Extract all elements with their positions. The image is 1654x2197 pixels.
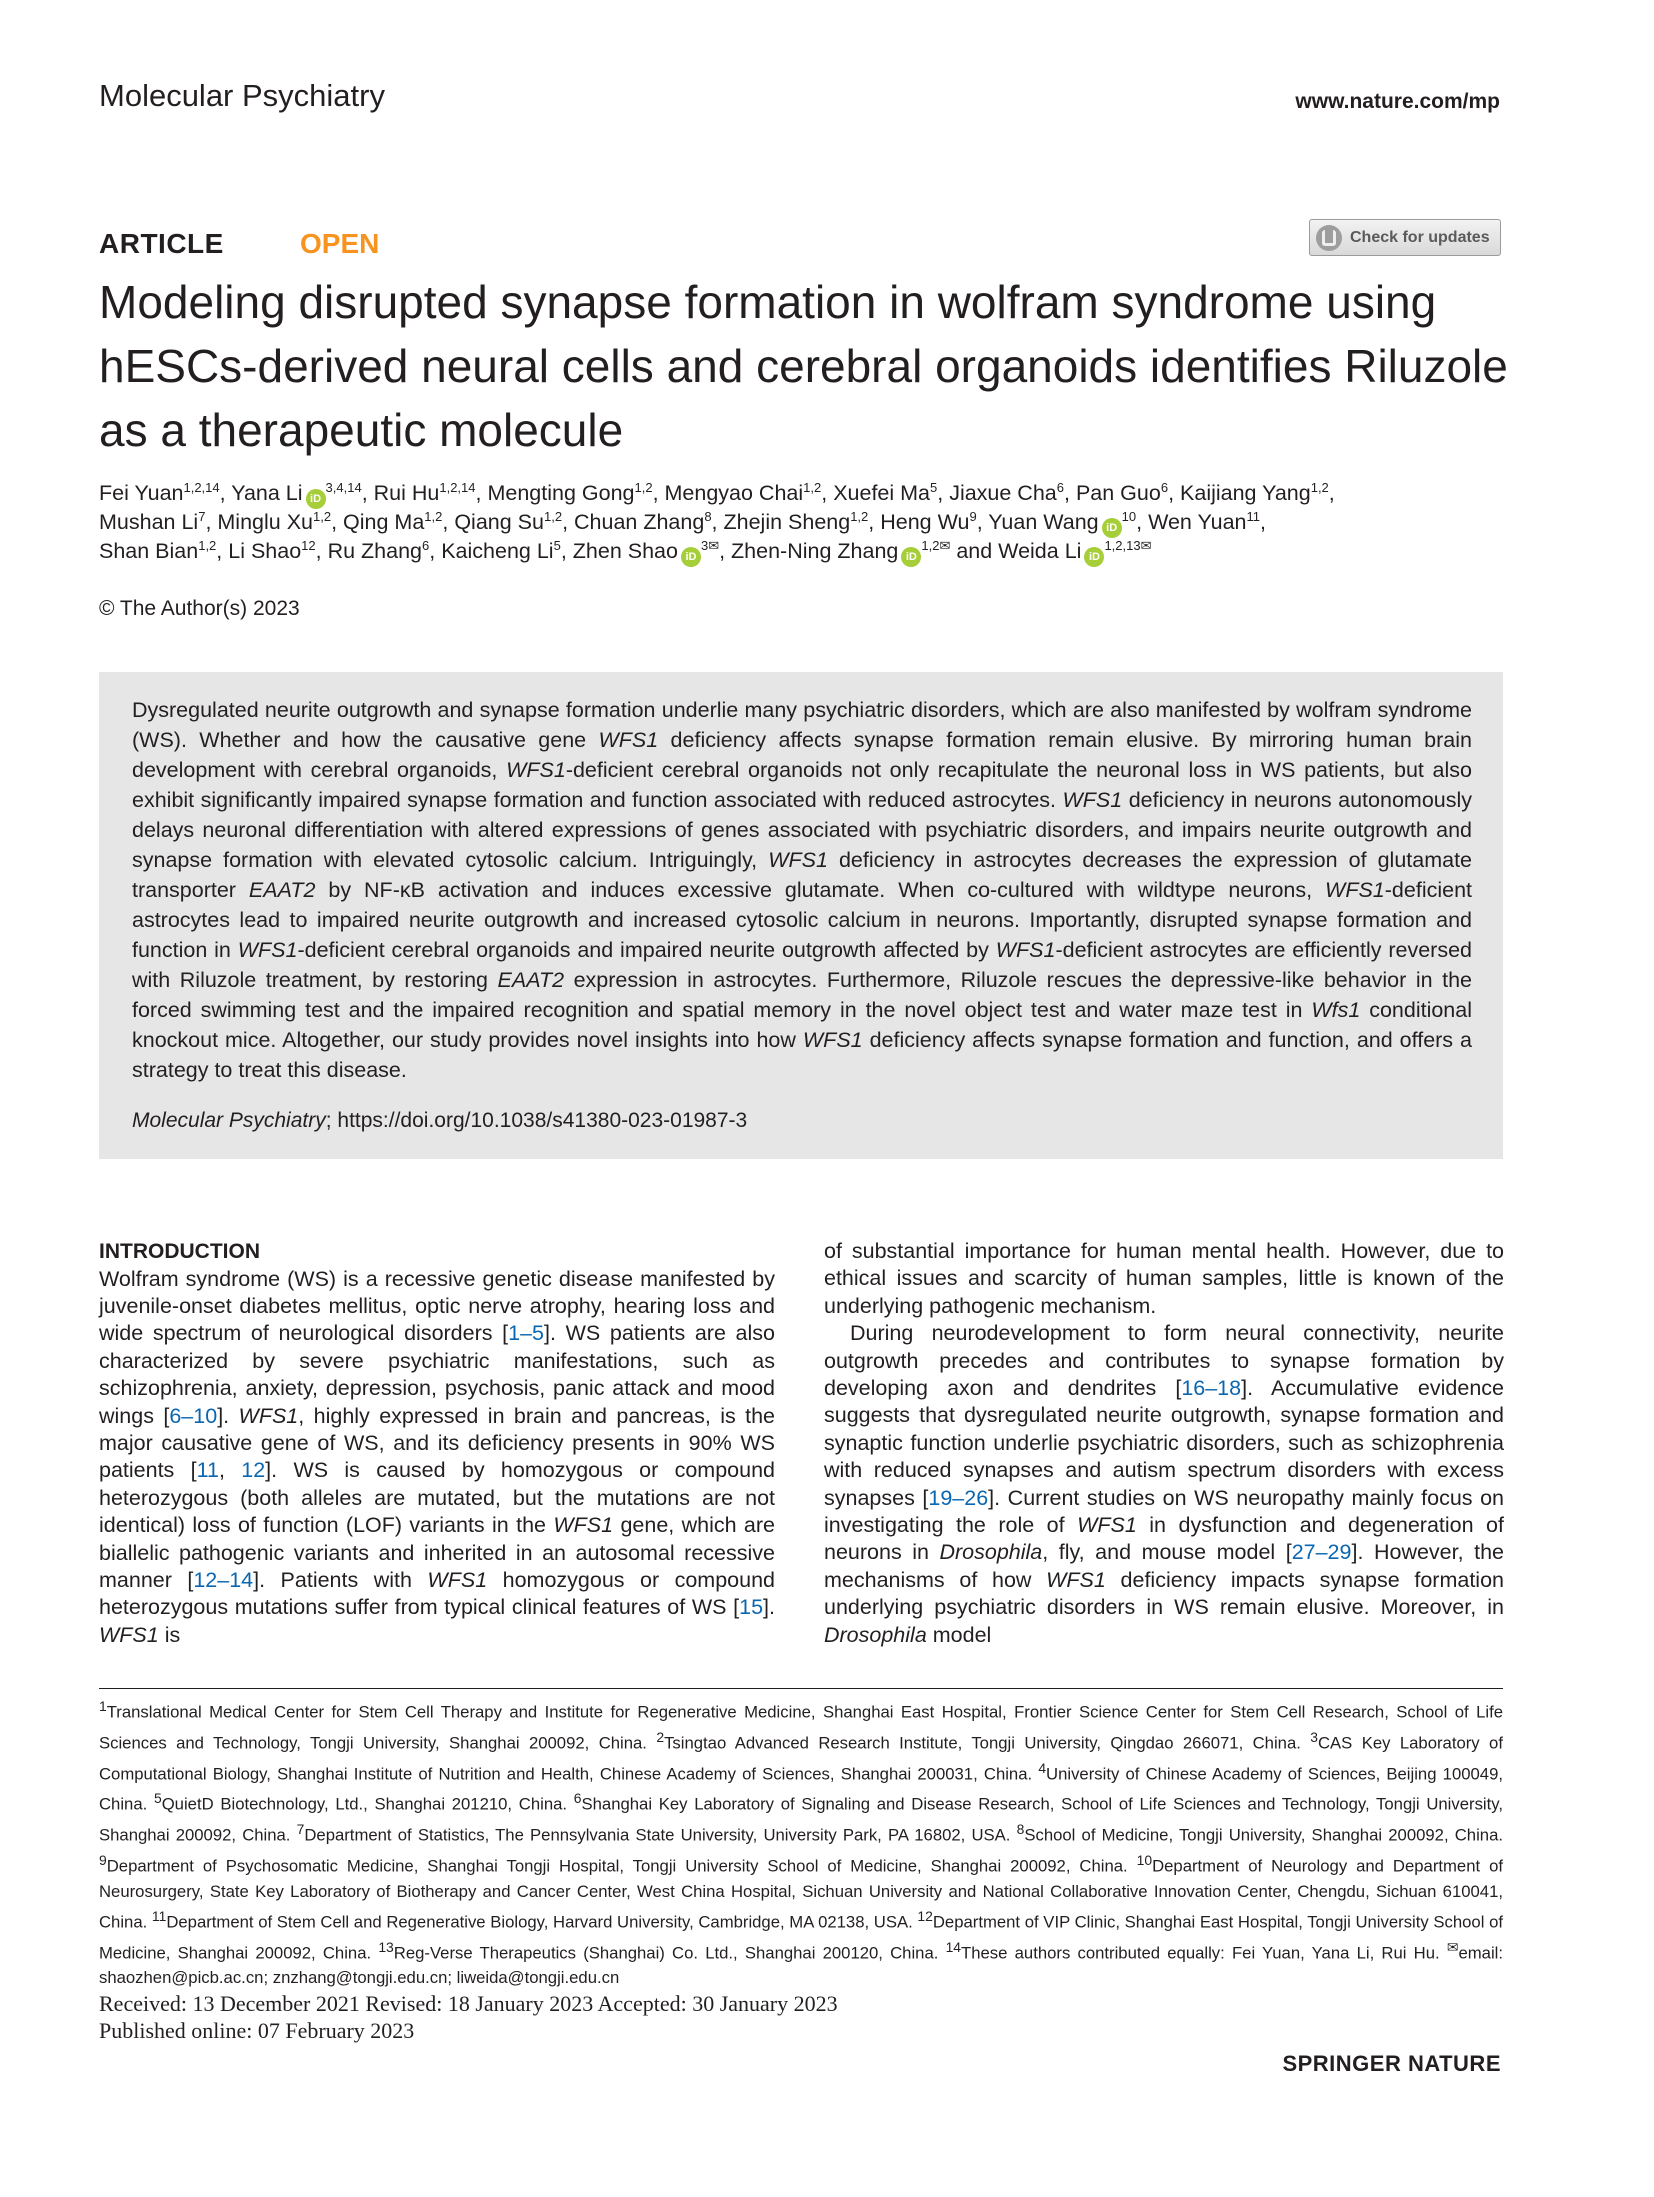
italic-term: WFS1 [1077, 1513, 1137, 1538]
open-access-label: OPEN [300, 228, 380, 259]
orcid-icon[interactable]: iD [901, 547, 921, 567]
citation-journal: Molecular Psychiatry [132, 1109, 326, 1132]
author-affiliation-sup: 1,2 [1310, 480, 1329, 495]
author-line [99, 480, 1509, 509]
text-run: ]. Accumulative evidence suggests that dysregulated neurite outgrowth, synapse formation and synaptic function underlie psychiatric disorders, such as schizophrenia with reduced synapses and autism spectrum disorders with excess synapses [ [824, 1376, 1504, 1510]
author-separator: , [216, 539, 229, 563]
italic-term: WFS1 [237, 938, 298, 962]
text-run: Shanghai Key Laboratory of Signaling and Disease Research, School of Life Sciences and Technology, Tongji University, Shanghai 200092, China. [99, 1794, 1504, 1845]
italic-term: EAAT2 [248, 878, 316, 902]
italic-term: WFS1 [427, 1567, 488, 1592]
orcid-icon[interactable]: iD [681, 547, 701, 567]
text-run: Department of Neurology and Department of Neurosurgery, State Key Laboratory of Biotherapy and Cancer Center, West China Hospital, Sichuan University and National Collaborative Innovation Center, Chengdu, Sichuan 610041, China. [99, 1856, 1503, 1932]
text-run: deficiency affects synapse formation and function, and offers a strategy to treat this disease. [132, 1028, 1472, 1082]
received-revised-accepted: Received: 13 December 2021 Revised: 18 January 2023 Accepted: 30 January 2023 [99, 1991, 838, 2016]
citation-link[interactable]: 15 [739, 1595, 764, 1620]
author-affiliation-sup: 3,4,14 [325, 480, 362, 495]
text-run: gene, which are biallelic pathogenic variants and inherited in an autosomal recessive manner [ [99, 1513, 775, 1592]
affiliation-marker: 5 [153, 1790, 162, 1807]
check-updates-label: Check for updates [1350, 228, 1490, 246]
author-name[interactable]: Ru Zhang [327, 539, 423, 563]
author-name[interactable]: Kaijiang Yang [1180, 481, 1311, 505]
citation-link[interactable]: 6–10 [169, 1403, 218, 1428]
text-run: ]. However, the mechanisms of how [824, 1540, 1504, 1592]
author-separator: , [361, 481, 374, 505]
author-separator: , [821, 481, 834, 505]
author-name[interactable]: Fei Yuan [99, 481, 184, 505]
italic-term: WFS1 [598, 728, 659, 752]
author-name[interactable]: Qing Ma [343, 510, 425, 534]
check-for-updates-button[interactable] [1309, 219, 1501, 256]
author-affiliation-sup: 1,2 [424, 509, 443, 524]
copyright-notice: © The Author(s) 2023 [99, 597, 300, 620]
text-run: School of Medicine, Tongji University, Shanghai 200092, China. [1024, 1825, 1503, 1845]
text-run: QuietD Biotechnology, Ltd., Shanghai 201210, China. [161, 1794, 574, 1814]
publisher-logo: SPRINGER NATURE [1282, 2051, 1501, 2076]
author-affiliation-sup: 1,2 [634, 480, 653, 495]
citation-link[interactable]: 27–29 [1291, 1540, 1352, 1565]
author-affiliation-sup: 10 [1121, 509, 1137, 524]
author-affiliation-sup: 1,2✉ [921, 538, 951, 553]
author-separator: , [219, 481, 232, 505]
italic-term: Drosophila [939, 1540, 1043, 1565]
orcid-icon[interactable]: iD [1084, 547, 1104, 567]
author-affiliation-sup: 1,2,13✉ [1104, 538, 1152, 553]
affiliations [99, 1694, 1503, 1991]
published-online: Published online: 07 February 2023 [99, 2018, 415, 2043]
author-separator: , [976, 510, 989, 534]
article-type-label: ARTICLE [99, 228, 224, 259]
affiliation-marker: 2 [656, 1728, 665, 1745]
text-run: in dysfunction and degeneration of neurons in [824, 1513, 1504, 1565]
affiliation-marker: 9 [99, 1851, 107, 1868]
affiliation-marker: 3 [1310, 1728, 1318, 1745]
text-run: email: shaozhen@picb.ac.cn; znzhang@tongji.edu.cn; liweida@tongji.edu.cn [99, 1943, 1503, 1988]
text-run: , highly expressed in brain and pancreas, is the major causative gene of WS, and its deficiency presents in 90% WS patients [ [99, 1403, 775, 1483]
affiliation-marker: 8 [1016, 1821, 1025, 1838]
author-affiliation-sup: 1,2,14 [439, 480, 476, 495]
author-affiliation-sup: 1,2 [850, 509, 869, 524]
citation-link[interactable]: 1–5 [508, 1321, 545, 1346]
author-name[interactable]: Chuan Zhang [574, 510, 705, 534]
text-run: Department of Stem Cell and Regenerative Biology, Harvard University, Cambridge, MA 02138, USA. [166, 1912, 918, 1932]
text-run: -deficient astrocytes are efficiently reversed with Riluzole treatment, by restoring [132, 938, 1473, 992]
affiliation-marker: 14 [945, 1938, 962, 1955]
text-run: ]. WS patients are also characterized by severe psychiatric manifestations, such as schizophrenia, anxiety, depression, psychosis, panic attack and mood wings [ [99, 1321, 775, 1428]
citation-link[interactable]: 16–18 [1181, 1376, 1242, 1401]
author-name[interactable]: Mushan Li [99, 510, 199, 534]
italic-term: EAAT2 [497, 968, 565, 992]
author-name[interactable]: Weida Li [998, 539, 1082, 563]
orcid-icon[interactable]: iD [1102, 518, 1122, 538]
italic-term: WFS1 [1325, 878, 1385, 902]
author-separator: , [1260, 510, 1266, 534]
author-affiliation-sup: 5 [930, 480, 938, 495]
text-run: University of Chinese Academy of Sciences, Beijing 100049, China. [99, 1764, 1503, 1814]
italic-term: WFS1 [768, 848, 828, 872]
text-run: Department of Statistics, The Pennsylvania State University, University Park, PA 16802, USA. [304, 1825, 1017, 1845]
author-name[interactable]: Wen Yuan [1148, 510, 1247, 534]
affiliation-marker: 1 [99, 1698, 107, 1714]
text-run: Tsingtao Advanced Research Institute, Tongji University, Qingdao 266071, China. [664, 1733, 1311, 1753]
citation-link[interactable]: 19–26 [928, 1485, 989, 1510]
text-run: ]. Current studies on WS neuropathy mainly focus on investigating the role of [824, 1485, 1505, 1538]
check-updates-icon [1316, 225, 1342, 251]
author-separator: , [711, 510, 724, 534]
intro-paragraph-1 [99, 1266, 775, 1650]
text-run: deficiency in astrocytes decreases the expression of glutamate transporter [132, 848, 1473, 902]
author-name[interactable]: Heng Wu [880, 510, 970, 534]
column-left [99, 1238, 775, 1649]
author-name[interactable]: Mengyao Chai [664, 481, 804, 505]
author-separator: , [652, 481, 665, 505]
author-name[interactable]: Yana Li [231, 481, 303, 505]
text-run: deficiency affects synapse formation remain elusive. By mirroring human brain development with cerebral organoids, [132, 728, 1472, 782]
author-line [99, 509, 1509, 538]
author-affiliation-sup: 1,2 [313, 509, 332, 524]
author-separator: , [429, 539, 442, 563]
affiliation-marker: 10 [1136, 1851, 1153, 1868]
author-name[interactable]: Mengting Gong [487, 481, 635, 505]
author-name[interactable]: Zhen-Ning Zhang [731, 539, 899, 563]
publication-dates [99, 1990, 838, 2044]
text-run: -deficient cerebral organoids and impaired neurite outgrowth affected by [297, 938, 996, 962]
text-run: -deficient astrocytes lead to impaired neurite outgrowth and increased cytosolic calcium in neurons. Importantly, disrupted synapse formation and function in [132, 878, 1473, 962]
italic-term: WFS1 [99, 1622, 159, 1647]
author-affiliation-sup: 3✉ [700, 538, 720, 553]
author-separator: , [560, 539, 573, 563]
author-name[interactable]: Xuefei Ma [833, 481, 930, 505]
text-run: Department of VIP Clinic, Shanghai East Hospital, Tongji University School of Medicine, Shanghai 200092, China. [99, 1912, 1504, 1963]
journal-website-link[interactable]: www.nature.com/mp [1295, 90, 1500, 113]
text-run: ]. [217, 1403, 239, 1428]
author-affiliation-sup: 1,2 [198, 538, 217, 553]
author-affiliation-sup: 1,2 [803, 480, 822, 495]
author-affiliation-sup: 9 [969, 509, 977, 524]
author-separator: , [1328, 481, 1335, 505]
author-affiliation-sup: 1,2,14 [183, 480, 220, 495]
author-name[interactable]: Kaicheng Li [441, 539, 554, 563]
text-run: ]. WS is caused by homozygous or compound heterozygous (both alleles are mutated, but the mutations are not identical) loss of function (LOF) variants in the [99, 1458, 776, 1538]
author-name[interactable]: Jiaxue Cha [949, 481, 1057, 505]
italic-term: WFS1 [553, 1513, 614, 1538]
author-name[interactable]: Rui Hu [373, 481, 440, 505]
text-run: ]. Patients with [253, 1567, 428, 1592]
author-separator: , [205, 510, 218, 534]
text-run: Dysregulated neurite outgrowth and synapse formation underlie many psychiatric disorders, which are also manifested by wolfram syndrome (WS). Whether and how the causative gene [132, 698, 1472, 752]
text-run: Reg-Verse Therapeutics (Shanghai) Co. Ltd., Shanghai 200120, China. [393, 1943, 946, 1963]
author-affiliation-sup: 12 [301, 538, 316, 553]
column-right [824, 1238, 1504, 1649]
author-name[interactable]: Yuan Wang [988, 510, 1099, 534]
text-run: of substantial importance for human mental health. However, due to ethical issues and scarcity of human samples, little is known of the underlying pathogenic mechanism. [824, 1239, 1504, 1318]
author-separator: , [315, 539, 328, 563]
affiliation-marker: 12 [917, 1907, 933, 1924]
author-separator: , [1064, 481, 1076, 505]
text-run: Department of Psychosomatic Medicine, Shanghai Tongji Hospital, Tongji University School of Medicine, Shanghai 200092, China. [106, 1856, 1137, 1876]
text-run: model [926, 1622, 992, 1647]
author-name[interactable]: Li Shao [228, 539, 302, 563]
affiliation-marker: 4 [1038, 1759, 1047, 1776]
abstract-text [132, 695, 1472, 1085]
author-separator: , [442, 510, 455, 534]
affiliation-marker: 6 [573, 1790, 582, 1807]
affiliation-marker: ✉ [1446, 1938, 1459, 1955]
author-affiliation-sup: 8 [704, 509, 712, 524]
citation-link[interactable]: 12–14 [193, 1567, 254, 1592]
text-run: -deficient cerebral organoids not only recapitulate the neuronal loss in WS patients, but also exhibit significantly impaired synapse formation and function associated with reduced astrocytes. [132, 758, 1472, 812]
italic-term: WFS1 [506, 758, 566, 782]
orcid-icon[interactable]: iD [306, 489, 326, 509]
text-run: homozygous or compound heterozygous mutations suffer from typical clinical features of WS [ [99, 1567, 775, 1620]
author-separator: , [1168, 481, 1181, 505]
italic-term: WFS1 [995, 938, 1056, 962]
author-line [99, 538, 1509, 567]
author-separator: , [331, 510, 344, 534]
text-run: CAS Key Laboratory of Computational Biology, Shanghai Institute of Nutrition and Health, Chinese Academy of Sciences, Shanghai 200031, China. [99, 1733, 1503, 1784]
author-name[interactable]: Zhejin Sheng [723, 510, 851, 534]
footnote-divider [99, 1688, 1503, 1689]
text-run: deficiency in neurons autonomously delays neuronal differentiation with altered expressions of genes associated with psychiatric disorders, and impairs neurite outgrowth and synapse formation with elevated cytosolic calcium. Intriguingly, [132, 788, 1473, 872]
author-separator: , [719, 539, 732, 563]
author-affiliation-sup: 11 [1246, 509, 1260, 524]
author-name[interactable]: Minglu Xu [217, 510, 313, 534]
author-affiliation-sup: 7 [198, 509, 206, 524]
author-name[interactable]: Zhen Shao [572, 539, 678, 563]
author-separator: , [475, 481, 488, 505]
italic-term: Drosophila [824, 1622, 927, 1647]
text-run: During neurodevelopment to form neural connectivity, neurite outgrowth precedes and contributes to synapse formation by developing axon and dendrites [ [824, 1321, 1504, 1401]
text-run: Translational Medical Center for Stem Cell Therapy and Institute for Regenerative Medicine, Shanghai East Hospital, Frontier Science Center for Stem Cell Research, School of Life Sciences and Technology, Tongji University, Shanghai 200092, China. [99, 1702, 1503, 1753]
doi-link[interactable]: ; https://doi.org/10.1038/s41380-023-01987-3 [325, 1109, 748, 1132]
intro-paragraph-2 [824, 1320, 1504, 1649]
text-run: by NF-κB activation and induces excessive glutamate. When co-cultured with wildtype neurons, [315, 878, 1326, 902]
citation-link[interactable]: 11 [196, 1458, 219, 1483]
text-run: expression in astrocytes. Furthermore, Riluzole rescues the depressive-like behavior in the forced swimming test and the impaired recognition and spatial memory in the novel object test and water maze test in [132, 968, 1472, 1022]
text-run: , [218, 1458, 242, 1483]
italic-term: WFS1 [802, 1028, 863, 1052]
italic-term: WFS1 [238, 1403, 299, 1428]
text-run: , fly, and mouse model [ [1042, 1540, 1292, 1565]
author-separator: , [937, 481, 950, 505]
author-separator: , [868, 510, 881, 534]
italic-term: WFS1 [1046, 1567, 1106, 1592]
text-run: ]. [763, 1595, 775, 1620]
text-run: is [158, 1622, 181, 1647]
citation-doi[interactable] [132, 1109, 747, 1133]
author-separator: , [1136, 510, 1149, 534]
section-heading-introduction: INTRODUCTION [99, 1240, 260, 1263]
journal-name: Molecular Psychiatry [99, 78, 385, 113]
article-title: Modeling disrupted synapse formation in wolfram syndrome using hESCs-derived neural cells and cerebral organoids identifies Riluzole as a therapeutic molecule [99, 276, 1508, 456]
text-run: conditional knockout mice. Altogether, our study provides novel insights into how [132, 998, 1473, 1052]
citation-link[interactable]: 12 [241, 1458, 266, 1483]
author-affiliation-sup: 5 [553, 538, 561, 553]
affiliation-marker: 11 [151, 1907, 167, 1924]
italic-term: Wfs1 [1311, 998, 1361, 1022]
intro-paragraph-1-cont [824, 1238, 1504, 1320]
author-affiliation-sup: 6 [1160, 480, 1169, 495]
author-affiliation-sup: 6 [422, 538, 430, 553]
author-separator: and [950, 539, 999, 563]
author-name[interactable]: Qiang Su [454, 510, 544, 534]
italic-term: WFS1 [1062, 788, 1123, 812]
affiliation-marker: 13 [378, 1938, 394, 1955]
text-run: These authors contributed equally: Fei Yuan, Yana Li, Rui Hu. [961, 1943, 1447, 1963]
text-run: deficiency impacts synapse formation underlying psychiatric disorders in WS remain elusive. Moreover, in [824, 1567, 1504, 1620]
author-list [99, 480, 1509, 567]
author-separator: , [562, 510, 575, 534]
author-name[interactable]: Pan Guo [1075, 481, 1161, 505]
author-affiliation-sup: 6 [1056, 480, 1064, 495]
author-name[interactable]: Shan Bian [99, 539, 199, 563]
affiliation-marker: 7 [296, 1821, 305, 1838]
author-affiliation-sup: 1,2 [543, 509, 563, 524]
text-run: Wolfram syndrome (WS) is a recessive genetic disease manifested by juvenile-onset diabetes mellitus, optic nerve atrophy, hearing loss and wide spectrum of neurological disorders [ [99, 1266, 775, 1346]
